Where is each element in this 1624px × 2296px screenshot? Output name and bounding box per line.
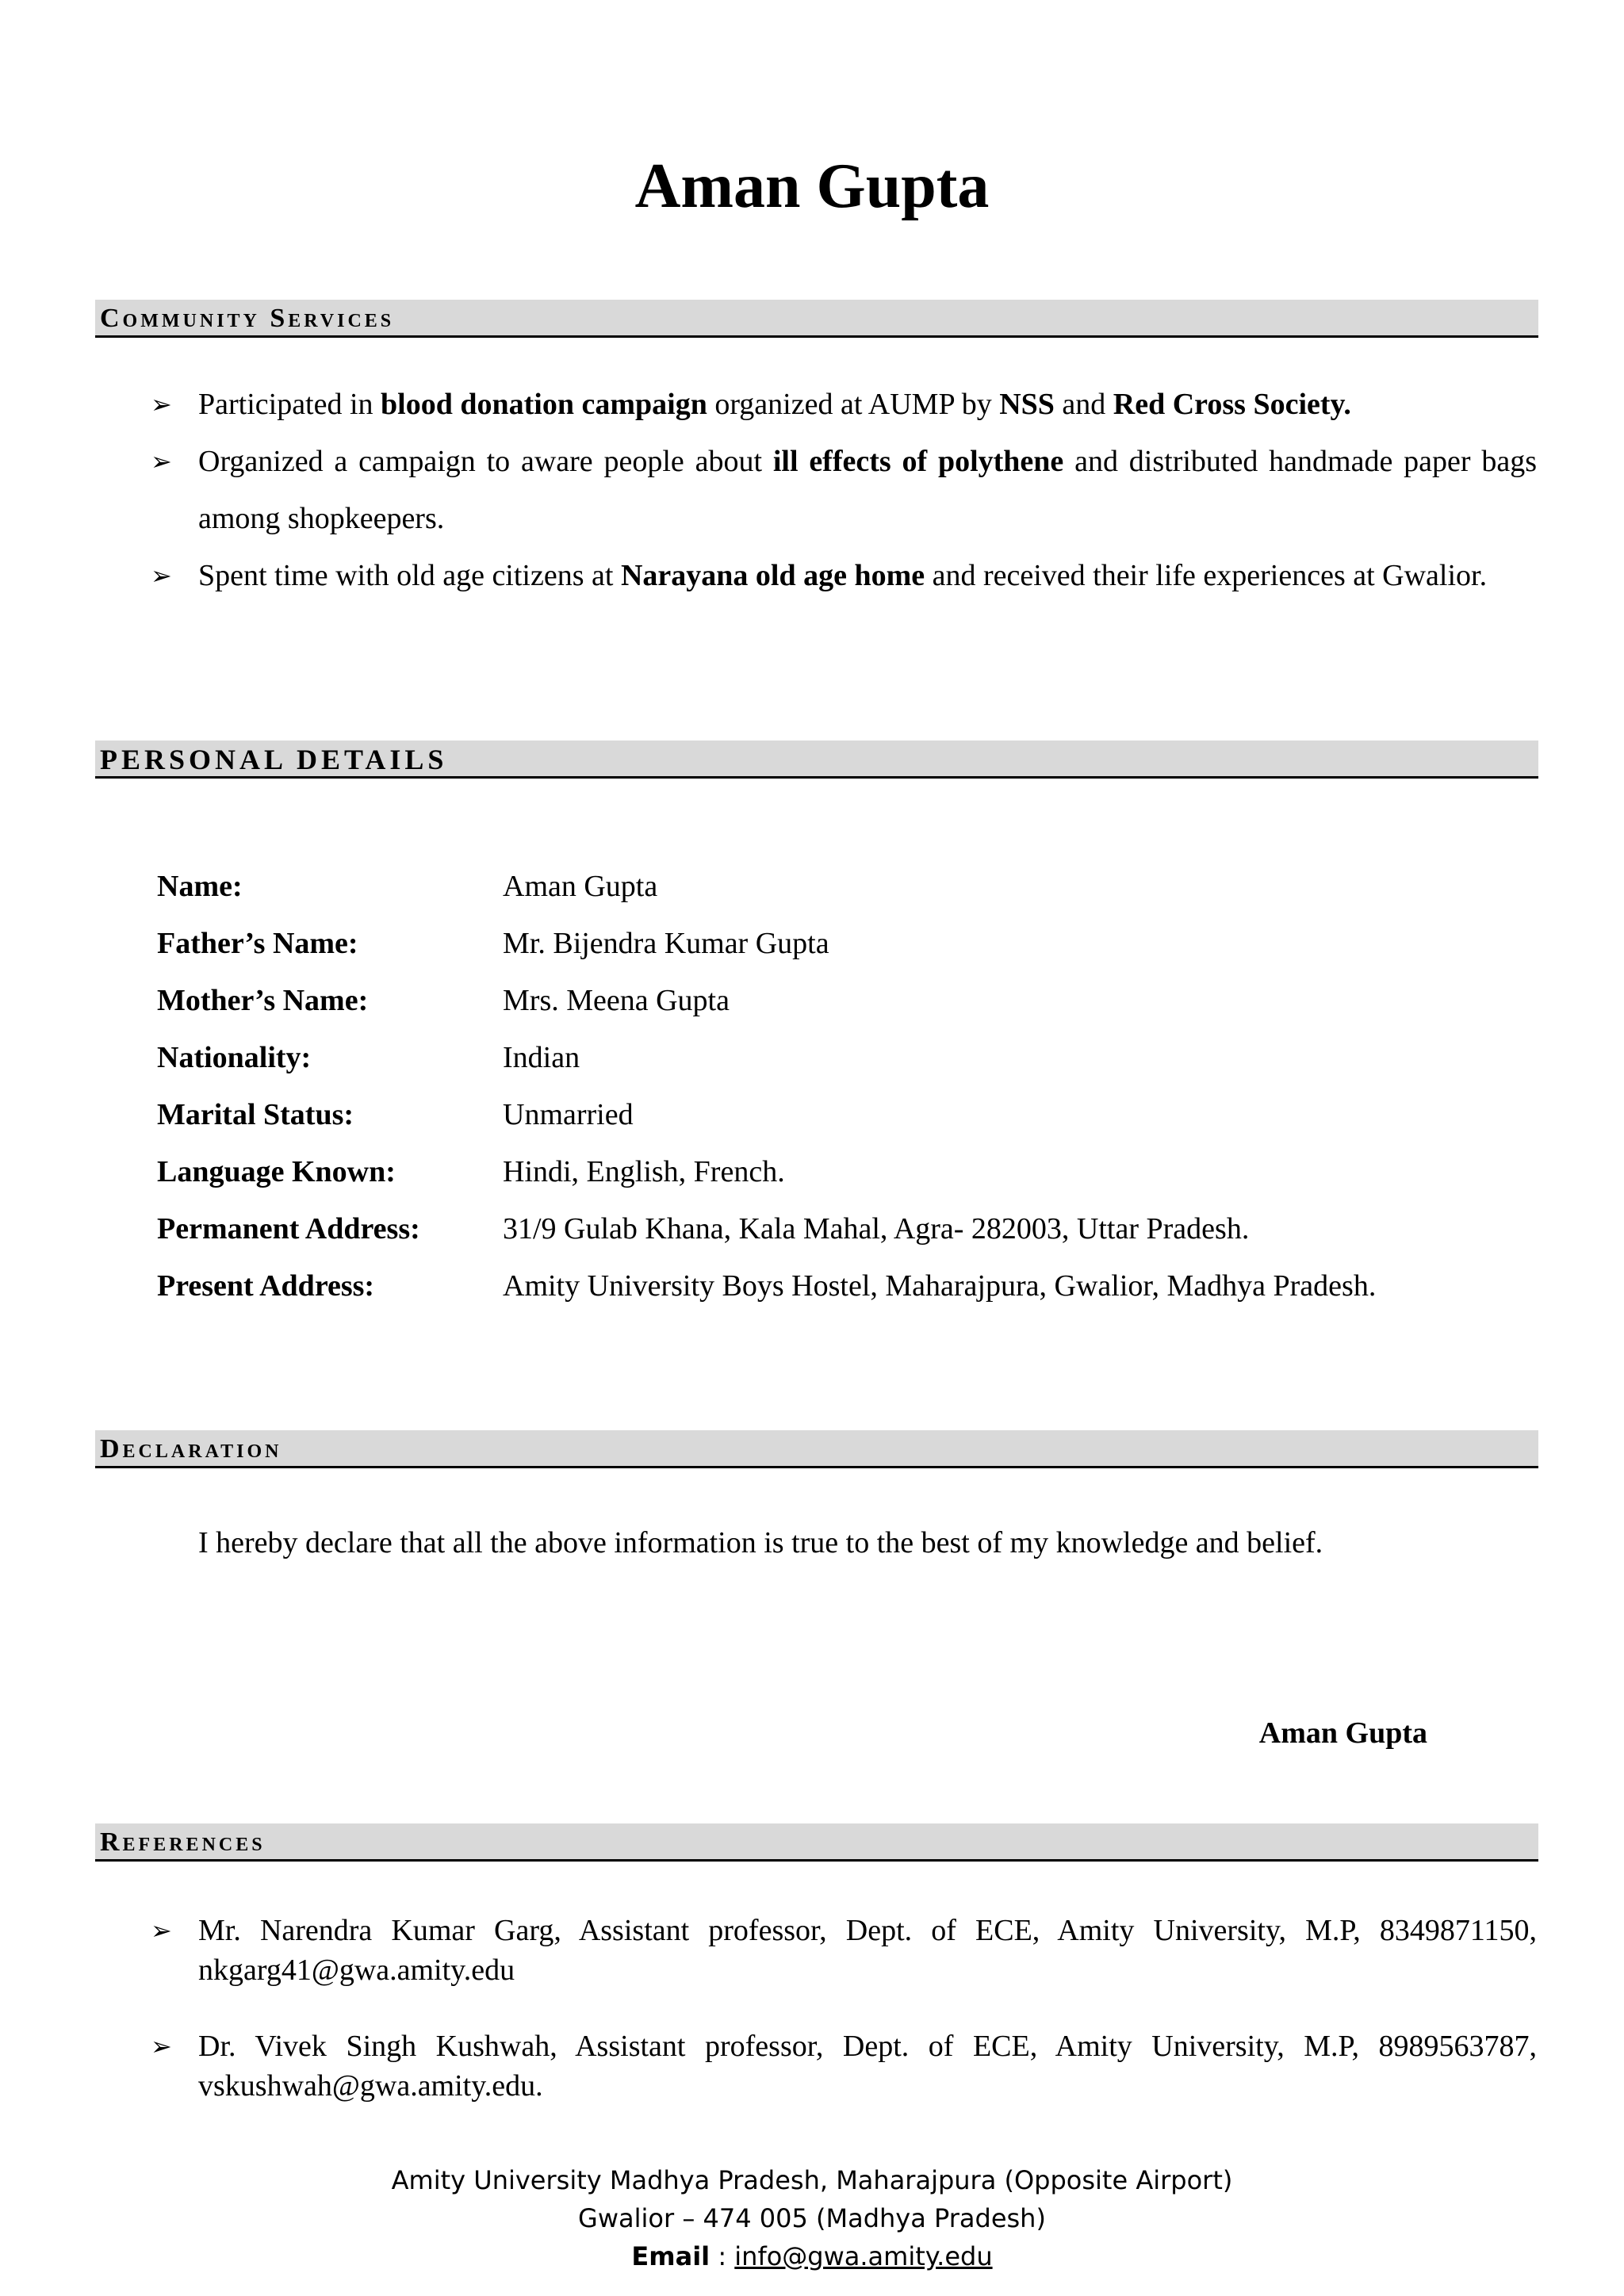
detail-label: Language Known: xyxy=(157,1155,396,1188)
detail-row-name xyxy=(157,858,1376,915)
reference-text: Mr. Narendra Kumar Garg, Assistant professor, Dept. of ECE, Amity University, M.P, 8349871150, nkgarg41@gwa.amity.edu xyxy=(198,1914,1537,1987)
community-services-list xyxy=(151,376,1537,604)
arrow-bullet-icon: ➢ xyxy=(151,389,172,419)
section-header-community-services xyxy=(95,300,1538,338)
detail-row-permanent-address xyxy=(157,1200,1376,1257)
detail-row-mother-name xyxy=(157,972,1376,1029)
arrow-bullet-icon: ➢ xyxy=(151,2031,172,2061)
arrow-bullet-icon: ➢ xyxy=(151,446,172,476)
detail-value: Mr. Bijendra Kumar Gupta xyxy=(503,927,829,960)
arrow-bullet-icon: ➢ xyxy=(151,1915,172,1946)
list-item xyxy=(151,1911,1537,1990)
footer-city-line: Gwalior – 474 005 (Madhya Pradesh) xyxy=(578,2203,1046,2233)
footer-address-line: Amity University Madhya Pradesh, Maharajpura (Opposite Airport) xyxy=(391,2165,1233,2195)
list-item: ➢ Organized a campaign to aware people about ill effects of polythene and distributed handmade paper bags among shopkeepers. xyxy=(151,433,1537,547)
detail-row-nationality xyxy=(157,1029,1376,1086)
detail-label: Marital Status: xyxy=(157,1098,354,1131)
detail-value: Indian xyxy=(503,1041,580,1074)
footer-email-line: Email : info@gwa.amity.edu xyxy=(631,2241,993,2271)
arrow-bullet-icon: ➢ xyxy=(151,561,172,591)
section-title: Declaration xyxy=(100,1434,282,1464)
page-footer xyxy=(0,2161,1624,2275)
section-title: Community Services xyxy=(100,304,395,333)
list-item xyxy=(151,2026,1537,2106)
list-item: ➢ Participated in blood donation campaign organized at AUMP by NSS and Red Cross Society. xyxy=(151,376,1537,433)
declaration-text: I hereby declare that all the above information is true to the best of my knowledge and belief. xyxy=(198,1526,1323,1559)
detail-label: Father’s Name: xyxy=(157,927,358,960)
signature-name: Aman Gupta xyxy=(1258,1716,1427,1750)
detail-row-marital-status xyxy=(157,1086,1376,1143)
detail-value: Mrs. Meena Gupta xyxy=(503,984,730,1017)
detail-row-language xyxy=(157,1143,1376,1200)
detail-value: Amity University Boys Hostel, Maharajpura, Gwalior, Madhya Pradesh. xyxy=(503,1269,1377,1303)
email-label: Email xyxy=(631,2241,710,2271)
detail-value: Unmarried xyxy=(503,1098,634,1131)
section-header-declaration xyxy=(95,1430,1538,1468)
list-item: ➢ Spent time with old age citizens at Narayana old age home and received their life experiences at Gwalior. xyxy=(151,547,1537,604)
detail-label: Name: xyxy=(157,870,243,903)
detail-label: Mother’s Name: xyxy=(157,984,369,1017)
section-title: PERSONAL DETAILS xyxy=(100,744,448,775)
detail-label: Permanent Address: xyxy=(157,1212,420,1246)
resume-title: Aman Gupta xyxy=(634,151,990,221)
detail-value: Aman Gupta xyxy=(503,870,658,903)
references-list xyxy=(151,1911,1537,2142)
detail-value: 31/9 Gulab Khana, Kala Mahal, Agra- 282003, Uttar Pradesh. xyxy=(503,1212,1250,1246)
detail-row-present-address xyxy=(157,1257,1376,1314)
detail-value: Hindi, English, French. xyxy=(503,1155,785,1188)
reference-text: Dr. Vivek Singh Kushwah, Assistant professor, Dept. of ECE, Amity University, M.P, 8989563787, vskushwah@gwa.amity.edu. xyxy=(198,2030,1537,2103)
detail-row-father-name xyxy=(157,915,1376,972)
email-link[interactable]: info@gwa.amity.edu xyxy=(734,2241,993,2271)
section-header-references xyxy=(95,1823,1538,1862)
personal-details-table xyxy=(157,858,1376,1314)
section-title: References xyxy=(100,1827,266,1857)
detail-label: Present Address: xyxy=(157,1269,375,1303)
detail-label: Nationality: xyxy=(157,1041,312,1074)
section-header-personal-details xyxy=(95,740,1538,779)
